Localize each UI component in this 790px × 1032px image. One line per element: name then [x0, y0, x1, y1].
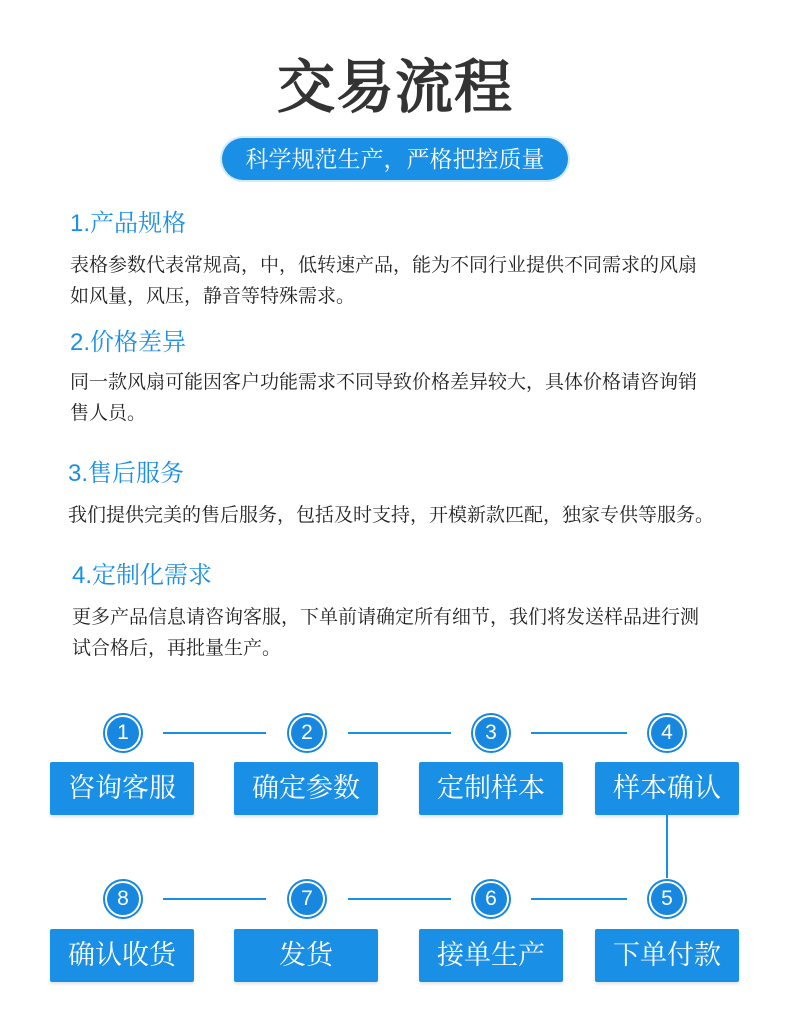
connector-line: [163, 732, 266, 734]
section-heading-after-sales: 3.售后服务: [68, 460, 185, 487]
connector-line: [163, 898, 266, 900]
connector-line: [531, 732, 627, 734]
section-heading-customization: 4.定制化需求: [72, 562, 213, 589]
section-text-line: 表格参数代表常规高，中，低转速产品，能为不同行业提供不同需求的风扇: [70, 255, 698, 276]
step-box-shipping: 发货: [234, 929, 378, 982]
connector-line: [348, 732, 451, 734]
section-text-line: 同一款风扇可能因客户功能需求不同导致价格差异较大，具体价格请咨询销: [70, 372, 698, 393]
step-number-badge: 6: [473, 881, 509, 917]
section-text-line: 如风量，风压，静音等特殊需求。: [70, 286, 356, 307]
section-text-line: 我们提供完美的售后服务，包括及时支持，开模新款匹配，独家专供等服务。: [68, 505, 715, 526]
step-number-badge: 8: [105, 881, 141, 917]
step-number-badge: 5: [649, 881, 685, 917]
section-text-line: 更多产品信息请咨询客服，下单前请确定所有细节，我们将发送样品进行测: [72, 607, 700, 628]
step-box-confirm-receipt: 确认收货: [50, 929, 194, 982]
step-number-badge: 1: [105, 715, 141, 751]
subtitle-pill: 科学规范生产，严格把控质量: [222, 138, 568, 180]
connector-line-vertical: [666, 815, 668, 878]
step-box-consult: 咨询客服: [50, 762, 194, 815]
step-number-badge: 2: [289, 715, 325, 751]
section-text-line: 试合格后，再批量生产。: [72, 638, 282, 659]
step-box-order-payment: 下单付款: [595, 929, 739, 982]
section-heading-specs: 1.产品规格: [70, 210, 187, 237]
page-title: 交易流程: [276, 55, 513, 120]
section-text-line: 售人员。: [70, 403, 147, 424]
step-number-badge: 7: [289, 881, 325, 917]
step-box-custom-sample: 定制样本: [419, 762, 563, 815]
section-heading-price: 2.价格差异: [70, 329, 187, 356]
connector-line: [531, 898, 627, 900]
step-number-badge: 3: [473, 715, 509, 751]
connector-line: [348, 898, 451, 900]
step-box-sample-confirm: 样本确认: [595, 762, 739, 815]
step-number-badge: 4: [649, 715, 685, 751]
step-box-production: 接单生产: [419, 929, 563, 982]
step-box-confirm-params: 确定参数: [234, 762, 378, 815]
